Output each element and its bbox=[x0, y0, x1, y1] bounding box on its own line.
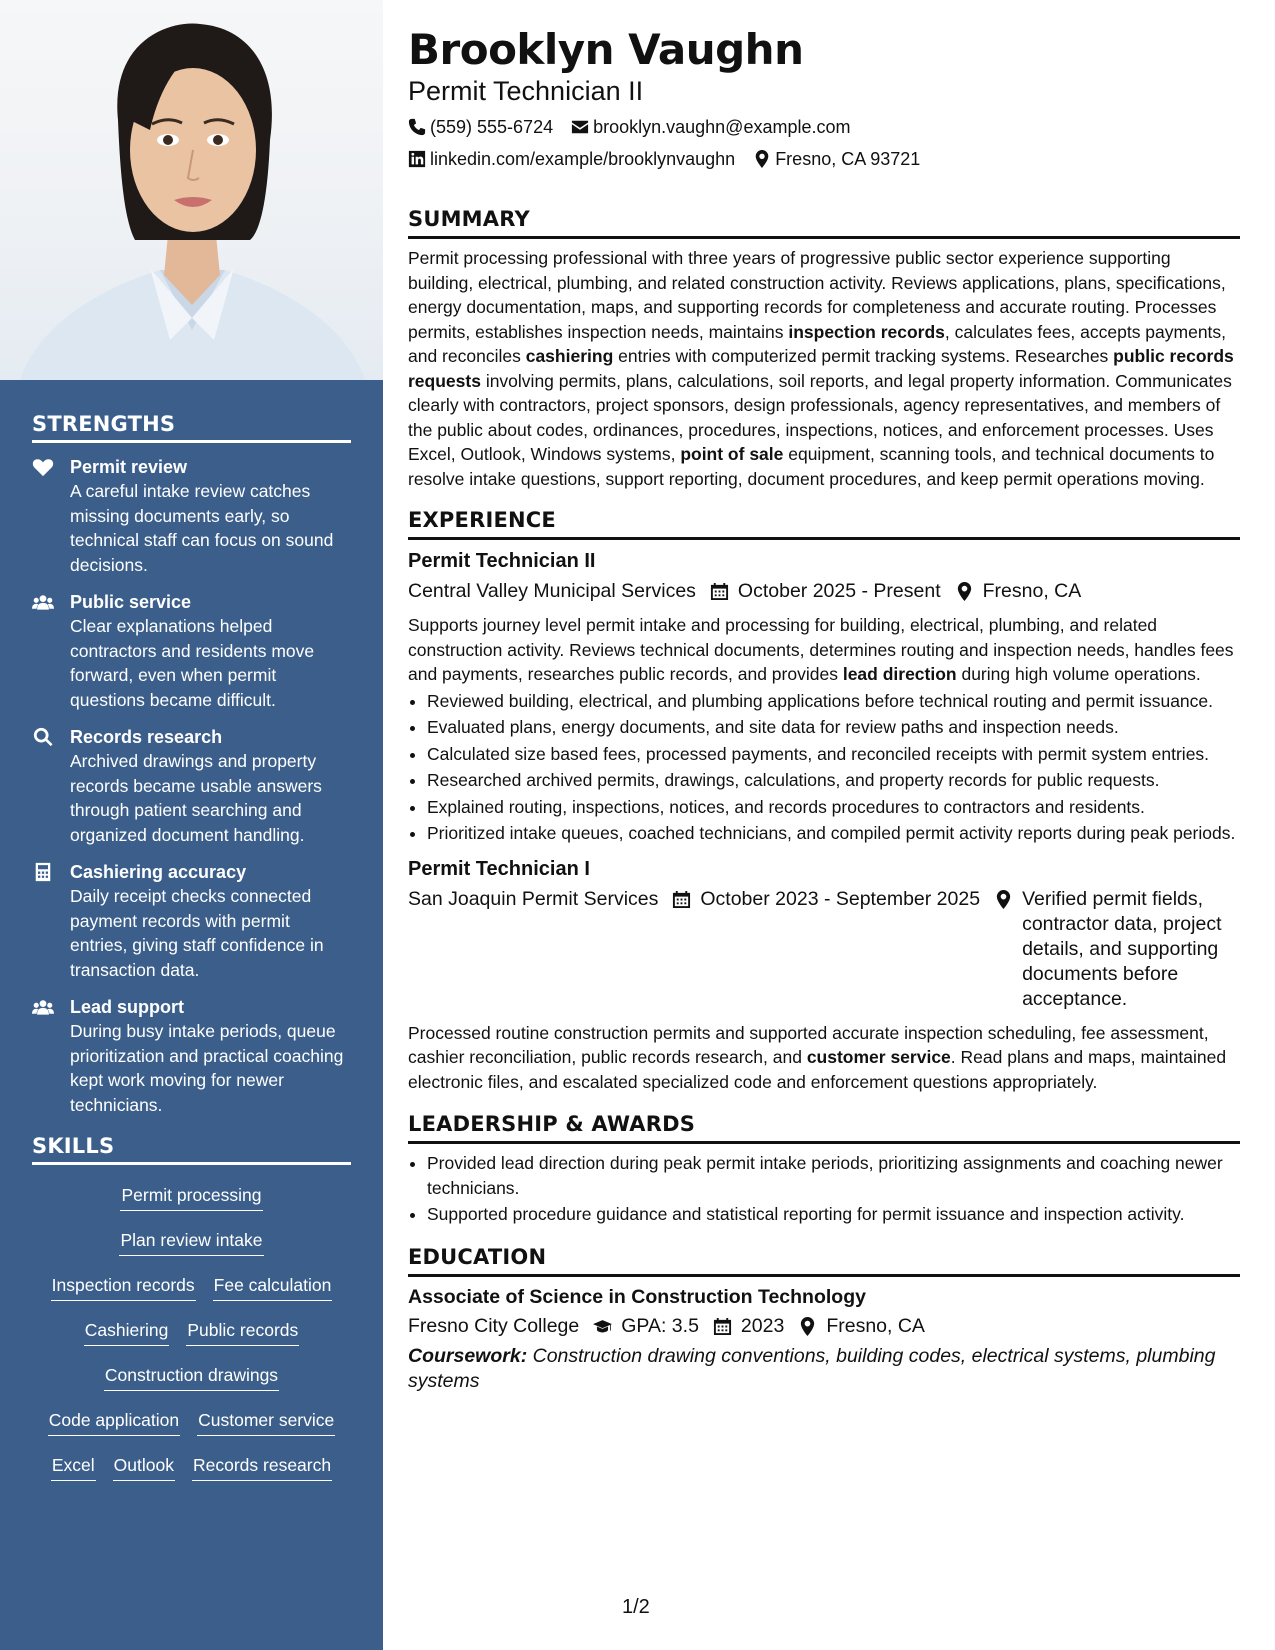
summary-text: Permit processing professional with three years of progressive public sector experience supporting building, electrical, plumbing, and related construction activity. Reviews applications, plans, specifications, energy documentation, maps, and supporting records for completeness and accurate routing. Processes permits, establishes inspection needs, maintains inspection records, calculates fees, accepts payments, and reconciles cashiering entries with computerized permit tracking systems. Researches public records requests involving permits, plans, calculations, soil reports, and legal property information. Communicates clearly with contractors, project sponsors, design professionals, agency representatives, and members of the public about codes, ordinances, procedures, inspections, notices, and enforcement processes. Uses Excel, Outlook, Windows systems, point of sale equipment, scanning tools, and technical documents to resolve intake questions, support reporting, document procedures, and keep permit operations moving. bbox=[408, 248, 1234, 489]
envelope-icon bbox=[571, 118, 589, 136]
strength-text: Clear explanations helped contractors and residents move forward, even when permit questions became difficult. bbox=[70, 616, 315, 710]
company-name: Central Valley Municipal Services bbox=[408, 580, 696, 602]
location-text: Fresno, CA 93721 bbox=[775, 149, 921, 169]
graduation-cap-icon bbox=[593, 1317, 612, 1336]
linkedin-text: linkedin.com/example/brooklynvaughn bbox=[430, 149, 736, 169]
skill-tag: Outlook bbox=[113, 1453, 175, 1481]
strength-title: Cashiering accuracy bbox=[70, 862, 247, 882]
bullet-item: • Provided lead direction during peak permit intake periods, prioritizing assignments and coaching newer technicians. bbox=[427, 1151, 1240, 1200]
strength-title: Lead support bbox=[70, 997, 185, 1017]
job-meta bbox=[408, 887, 1240, 1012]
job-dates: October 2023 - September 2025 bbox=[700, 887, 981, 910]
strength-text: Archived drawings and property records became usable answers through patient searching and organized document handling. bbox=[70, 751, 322, 845]
skill-tag: Code application bbox=[48, 1408, 180, 1436]
skill-tag: Records research bbox=[192, 1453, 332, 1481]
phone-text: (559) 555-6724 bbox=[430, 117, 554, 137]
strengths-heading: STRENGTHS bbox=[32, 412, 351, 443]
main-content bbox=[408, 0, 1240, 1394]
job-description: Processed routine construction permits and supported accurate inspection scheduling, fee assessment, cashier reconciliation, public records research, and customer service. Read plans and maps, maintained electronic files, and escalated specialized code and enforcement questions appropriately. bbox=[408, 1022, 1227, 1092]
location-contact bbox=[753, 147, 920, 171]
strength-item bbox=[32, 995, 351, 1117]
skill-tag: Customer service bbox=[197, 1408, 335, 1436]
job-title: Permit Technician I bbox=[408, 857, 590, 880]
linkedin-icon bbox=[408, 150, 426, 168]
job-location: Fresno, CA bbox=[982, 580, 1082, 602]
graduation-year: 2023 bbox=[740, 1314, 785, 1337]
school-location: Fresno, CA bbox=[826, 1314, 925, 1337]
strength-text: Daily receipt checks connected payment records with permit entries, giving staff confidence in transaction data. bbox=[70, 886, 324, 980]
email-text: brooklyn.vaughn@example.com bbox=[593, 117, 851, 137]
gpa: GPA: 3.5 bbox=[621, 1314, 699, 1337]
search-icon bbox=[32, 725, 70, 847]
strength-item bbox=[32, 590, 351, 712]
school-name: Fresno City College bbox=[408, 1314, 580, 1337]
phone-icon bbox=[408, 118, 426, 136]
job-location: Verified permit fields, contractor data, project details, and supporting documents before acceptance. bbox=[1022, 887, 1222, 1010]
strength-text: A careful intake review catches missing documents early, so technical staff can focus on sound decisions. bbox=[70, 481, 334, 575]
job-dates: October 2025 - Present bbox=[737, 580, 941, 602]
bullet-item: • Supported procedure guidance and statistical reporting for permit issuance and inspection activity. bbox=[427, 1202, 1240, 1227]
phone-contact[interactable] bbox=[408, 115, 553, 139]
candidate-name: Brooklyn Vaughn bbox=[408, 25, 804, 74]
email-contact[interactable] bbox=[571, 115, 850, 139]
bullet-item: • Calculated size based fees, processed payments, and reconciled receipts with permit system entries. bbox=[427, 742, 1240, 767]
bullet-item: • Researched archived permits, drawings, calculations, and property records for public requests. bbox=[427, 768, 1240, 793]
skill-tag: Plan review intake bbox=[119, 1228, 263, 1256]
bullet-item: • Reviewed building, electrical, and plumbing applications before technical routing and permit issuance. bbox=[427, 689, 1240, 714]
strength-title: Records research bbox=[70, 727, 223, 747]
profile-photo bbox=[0, 0, 383, 380]
calendar-icon bbox=[672, 890, 691, 909]
strength-text: During busy intake periods, queue prioritization and practical coaching kept work moving for newer technicians. bbox=[70, 1021, 344, 1115]
company-name: San Joaquin Permit Services bbox=[408, 887, 659, 910]
page-number: 1/2 bbox=[622, 1596, 650, 1618]
education-heading: EDUCATION bbox=[408, 1245, 1240, 1277]
coursework: Coursework: Construction drawing conventions, building codes, electrical systems, plumbing systems bbox=[408, 1344, 1216, 1392]
leadership-bullets bbox=[408, 1151, 1240, 1227]
map-pin-icon bbox=[955, 582, 974, 601]
bullet-item: • Evaluated plans, energy documents, and site data for review paths and inspection needs. bbox=[427, 715, 1240, 740]
leadership-heading: LEADERSHIP & AWARDS bbox=[408, 1112, 1240, 1144]
users-icon bbox=[32, 995, 70, 1117]
strength-item bbox=[32, 455, 351, 577]
skill-tag: Inspection records bbox=[51, 1273, 196, 1301]
strength-title: Permit review bbox=[70, 457, 188, 477]
skill-tag: Public records bbox=[186, 1318, 299, 1346]
strength-item bbox=[32, 860, 351, 982]
degree-title: Associate of Science in Construction Technology bbox=[408, 1285, 866, 1308]
job-title: Permit Technician II bbox=[408, 550, 596, 572]
skills-list bbox=[32, 1177, 351, 1498]
job-bullets bbox=[408, 689, 1240, 846]
map-pin-icon bbox=[994, 890, 1013, 909]
linkedin-contact[interactable] bbox=[408, 147, 735, 171]
heart-icon bbox=[32, 455, 70, 577]
job-description: Supports journey level permit intake and processing for building, electrical, plumbing, and related construction activity. Reviews technical documents, determines routing and inspection needs, handles fees and payments, researches public records, and provides lead direction during high volume operations. bbox=[408, 615, 1234, 684]
candidate-title: Permit Technician II bbox=[408, 76, 644, 106]
bullet-item: • Prioritized intake queues, coached technicians, and compiled permit activity reports during peak periods. bbox=[427, 821, 1240, 846]
sidebar bbox=[0, 0, 383, 1650]
contact-row bbox=[408, 115, 1240, 139]
job-meta bbox=[408, 579, 1240, 604]
map-pin-icon bbox=[753, 150, 771, 168]
summary-heading: SUMMARY bbox=[408, 207, 1240, 239]
skill-tag: Fee calculation bbox=[213, 1273, 333, 1301]
education-meta bbox=[408, 1314, 1240, 1339]
map-pin-icon bbox=[798, 1317, 817, 1336]
skills-heading: SKILLS bbox=[32, 1134, 351, 1165]
experience-heading: EXPERIENCE bbox=[408, 508, 1240, 540]
bullet-item: • Explained routing, inspections, notices, and records procedures to contractors and residents. bbox=[427, 795, 1240, 820]
contact-row bbox=[408, 147, 1240, 171]
strength-item bbox=[32, 725, 351, 847]
calendar-icon bbox=[713, 1317, 732, 1336]
strength-title: Public service bbox=[70, 592, 192, 612]
skill-tag: Cashiering bbox=[84, 1318, 170, 1346]
users-icon bbox=[32, 590, 70, 712]
calculator-icon bbox=[32, 860, 70, 982]
calendar-icon bbox=[710, 582, 729, 601]
skill-tag: Construction drawings bbox=[104, 1363, 279, 1391]
skill-tag: Permit processing bbox=[120, 1183, 262, 1211]
skill-tag: Excel bbox=[51, 1453, 96, 1481]
